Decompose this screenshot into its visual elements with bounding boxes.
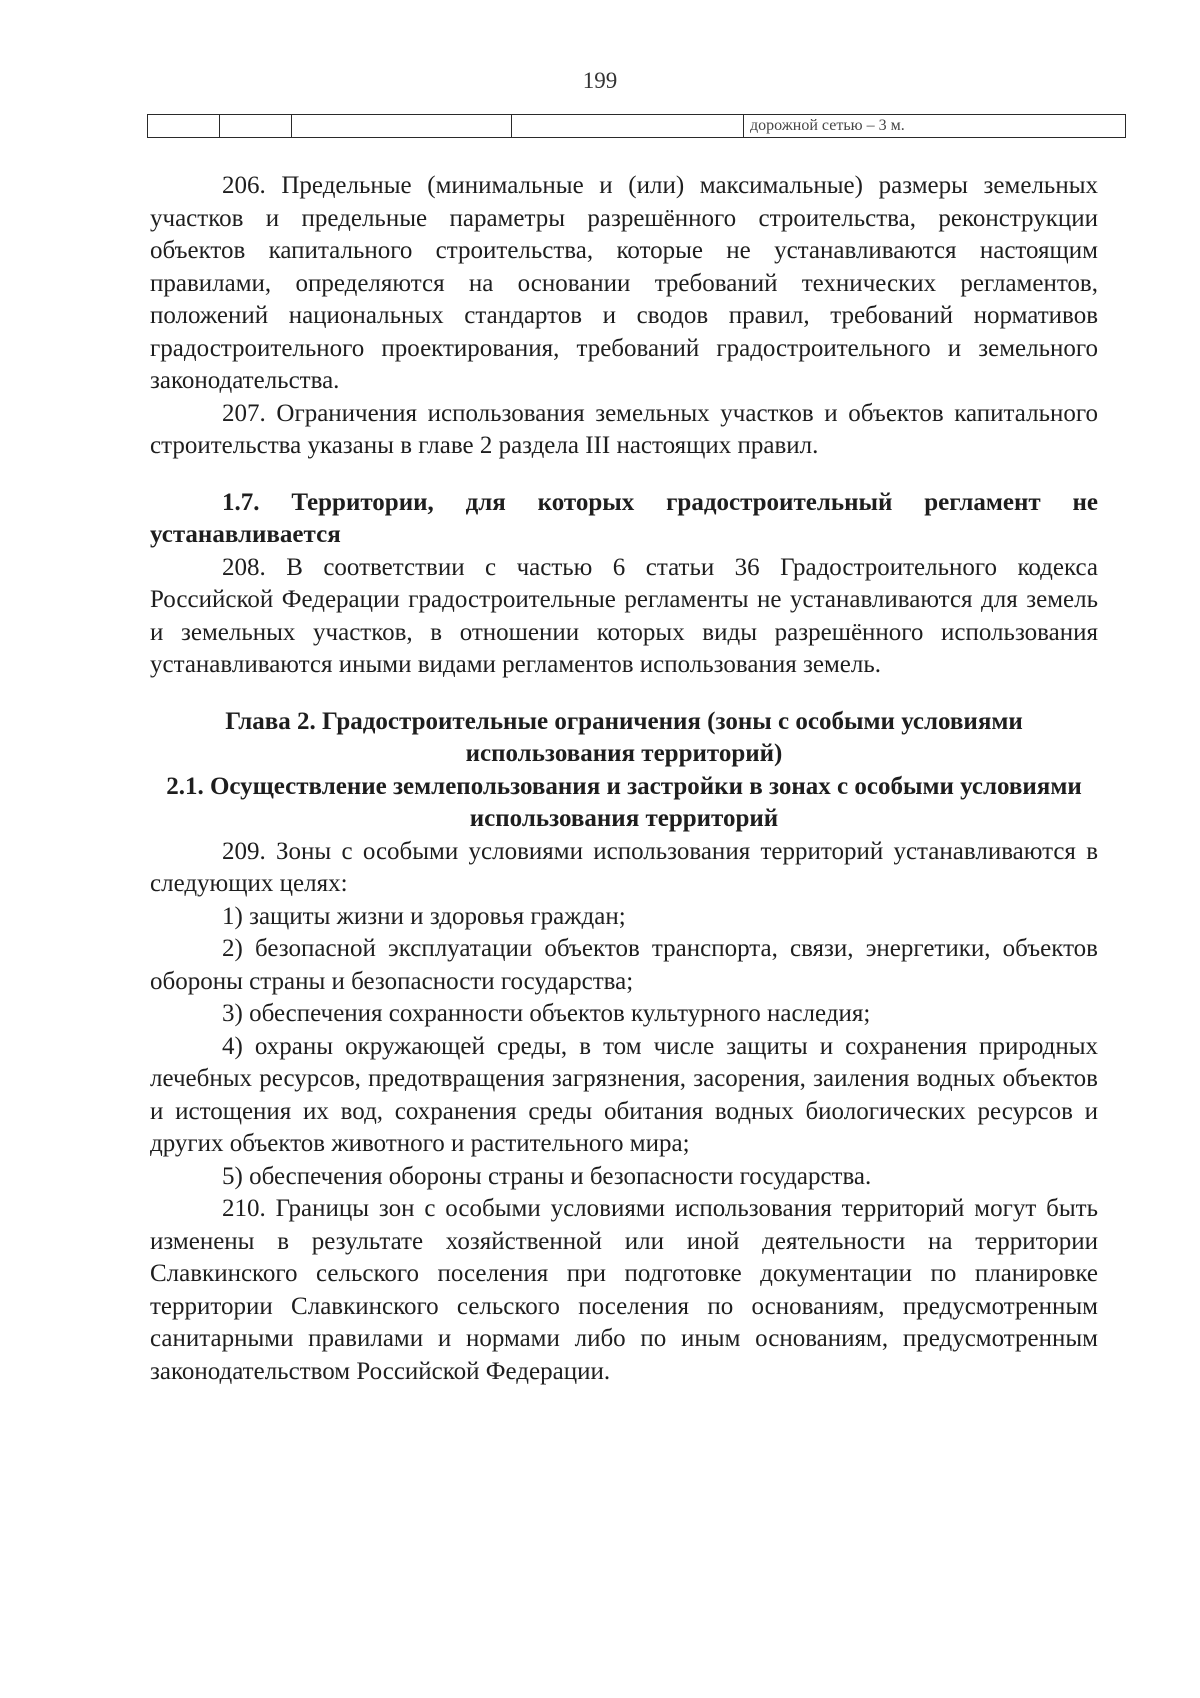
- table-row: [148, 115, 1126, 138]
- list-item: 5) обеспечения обороны страны и безопасности государства.: [222, 1162, 872, 1190]
- list-item: 1) защиты жизни и здоровья граждан;: [222, 902, 626, 930]
- continuation-table: [147, 114, 1126, 138]
- list-item: 2) безопасной эксплуатации объектов транспорта, связи, энергетики, объектов обороны страны и безопасности государства;: [150, 935, 1098, 995]
- table-cell: [292, 115, 512, 138]
- section-heading-2-1: 2.1. Осуществление землепользования и застройки в зонах с особыми условиями использования территорий: [166, 772, 1082, 832]
- table-cell: [512, 115, 744, 138]
- list-item: 3) обеспечения сохранности объектов культурного наследия;: [222, 1000, 871, 1027]
- paragraph-210: 210. Границы зон с особыми условиями использования территорий могут быть изменены в результате хозяйственной или иной деятельности на территории Славкинского сельского поселения при подготовке документации по планировке территории Славкинского сельского поселения по основаниям, предусмотренным санитарными правилами и нормами либо по иным основаниям, предусмотренным законодательством Российской Федерации.: [150, 1195, 1098, 1385]
- document-body: [150, 170, 1098, 1388]
- table-cell: [148, 115, 220, 138]
- paragraph-206: 206. Предельные (минимальные и (или) максимальные) размеры земельных участков и предельные параметры разрешённого строительства, реконструкции объектов капитального строительства, которые не устанавливаются настоящим правилами, определяются на основании требований технических регламентов, положений национальных стандартов и сводов правил, требований нормативов градостроительного проектирования, требований градостроительного и земельного законодательства.: [150, 172, 1098, 394]
- chapter-heading-2: Глава 2. Градостроительные ограничения (зоны с особыми условиями использования территорий): [225, 707, 1023, 767]
- paragraph-209: 209. Зоны с особыми условиями использования территорий устанавливаются в следующих целях:: [150, 837, 1098, 897]
- list-item: 4) охраны окружающей среды, в том числе защиты и сохранения природных лечебных ресурсов, предотвращения загрязнения, засорения, заиления водных объектов и истощения их вод, сохранения среды обитания водных биологических ресурсов и других объектов животного и растительного мира;: [150, 1032, 1098, 1157]
- paragraph-208: 208. В соответствии с частью 6 статьи 36 Градостроительного кодекса Российской Федерации градостроительные регламенты не устанавливаются для земель и земельных участков, в отношении которых виды разрешённого использования устанавливаются иными видами регламентов использования земель.: [150, 553, 1098, 678]
- paragraph-207: 207. Ограничения использования земельных участков и объектов капитального строительства указаны в главе 2 раздела III настоящих правил.: [150, 399, 1098, 459]
- page-number: 199: [582, 68, 618, 93]
- section-heading-1-7: 1.7. Территории, для которых градостроительный регламент не устанавливается: [150, 488, 1098, 548]
- table-cell: дорожной сетью – 3 м.: [744, 115, 1126, 138]
- table-cell: [220, 115, 292, 138]
